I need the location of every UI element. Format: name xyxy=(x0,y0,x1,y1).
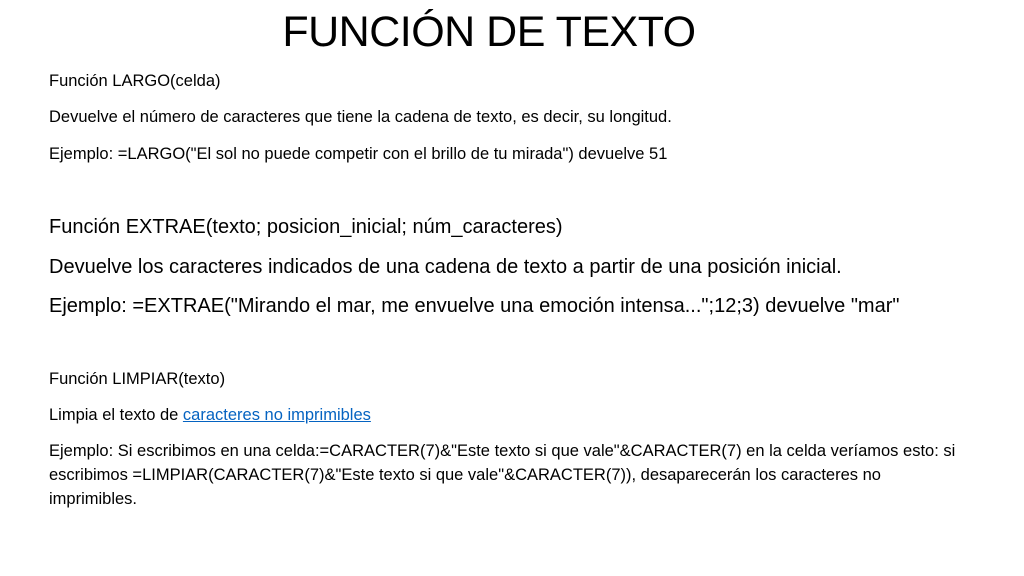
slide-title: FUNCIÓN DE TEXTO xyxy=(282,8,696,56)
caracteres-no-imprimibles-link[interactable]: caracteres no imprimibles xyxy=(182,406,371,424)
limpiar-description xyxy=(49,404,371,426)
limpiar-heading: Función LIMPIAR(texto) xyxy=(49,370,226,388)
largo-heading: Función LARGO(celda) xyxy=(49,72,221,90)
extrae-example: Ejemplo: =EXTRAE("Mirando el mar, me envuelve una emoción intensa...";12;3) devuelve "mar" xyxy=(49,295,900,317)
largo-description: Devuelve el número de caracteres que tiene la cadena de texto, es decir, su longitud. xyxy=(49,108,672,126)
extrae-heading: Función EXTRAE(texto; posicion_inicial; núm_caracteres) xyxy=(49,216,563,238)
largo-example: Ejemplo: =LARGO("El sol no puede competir con el brillo de tu mirada") devuelve 51 xyxy=(49,145,668,163)
limpiar-example: Ejemplo: Si escribimos en una celda:=CARACTER(7)&"Este texto si que vale"&CARACTER(7) en la celda veríamos esto: si escribimos =LIMPIAR(CARACTER(7)&"Este texto si que vale"&CARACTER(7)), desaparecerán los caracteres no imprimibles. xyxy=(49,442,956,508)
limpiar-description-text: Limpia el texto de xyxy=(49,406,183,424)
extrae-description: Devuelve los caracteres indicados de una cadena de texto a partir de una posición inicial. xyxy=(49,256,842,278)
